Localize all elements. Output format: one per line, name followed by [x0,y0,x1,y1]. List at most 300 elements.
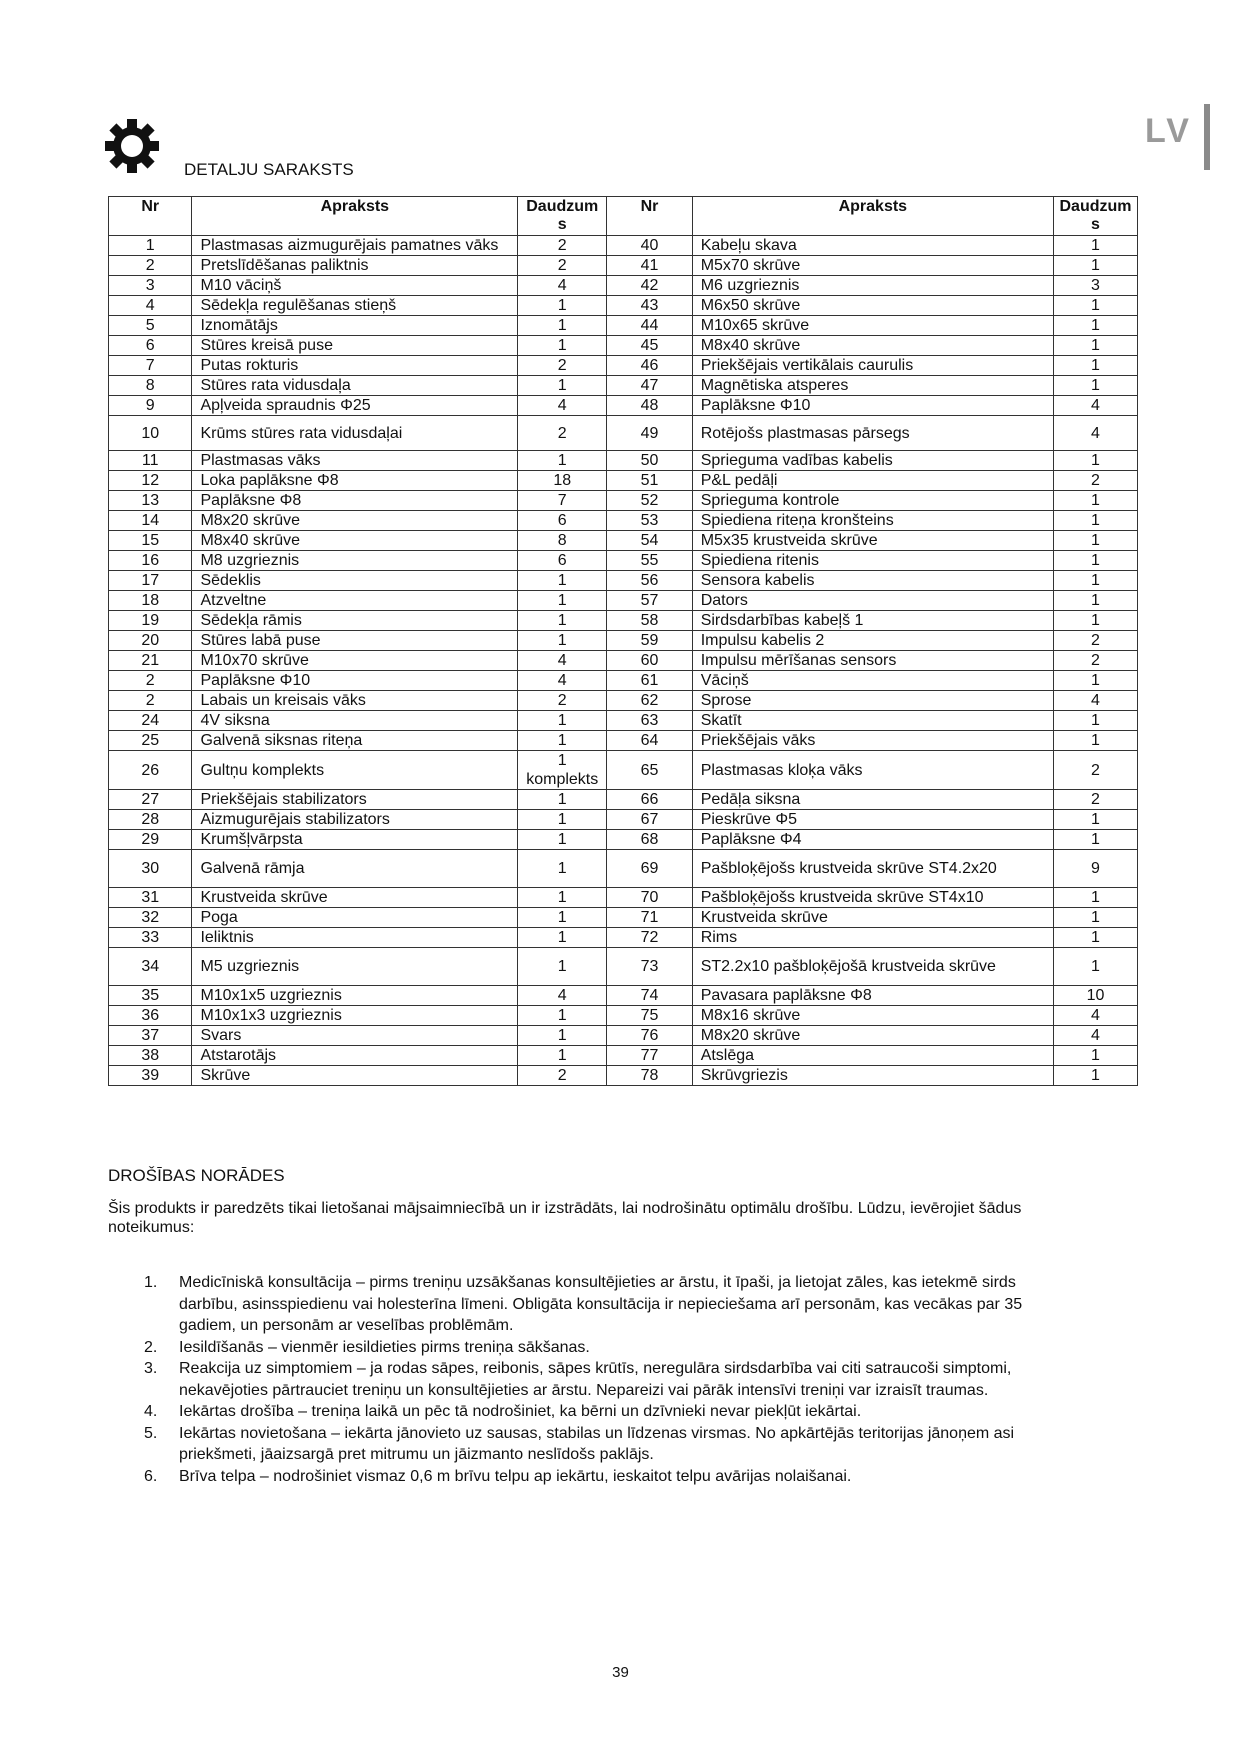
part-quantity-cell: 1 [1053,888,1137,908]
part-description-cell: M8 uzgrieznis [192,551,518,571]
safety-rule-item [108,1401,1058,1423]
part-quantity-cell: 1 [518,888,607,908]
column-header: Apraksts [692,197,1053,236]
part-number-cell: 57 [607,591,692,611]
part-quantity-cell: 2 [1053,471,1137,491]
part-quantity-cell: 2 [518,236,607,256]
part-number-cell: 59 [607,631,692,651]
part-description-cell: Krūms stūres rata vidusdaļai [192,416,518,451]
part-description-cell: Atstarotājs [192,1046,518,1066]
part-number-cell: 62 [607,691,692,711]
parts-table [108,196,1138,1086]
table-row [109,591,1138,611]
part-number-cell: 68 [607,830,692,850]
part-quantity-cell: 1 [1053,671,1137,691]
part-description-cell: Impulsu mērīšanas sensors [692,651,1053,671]
part-number-cell: 67 [607,810,692,830]
part-description-cell: Galvenā siksnas riteņa [192,731,518,751]
part-description-cell: Skrūve [192,1066,518,1086]
part-number-cell: 21 [109,651,192,671]
part-description-cell: P&L pedāļi [692,471,1053,491]
part-number-cell: 32 [109,908,192,928]
part-number-cell: 55 [607,551,692,571]
part-quantity-cell: 2 [518,256,607,276]
part-description-cell: Stūres labā puse [192,631,518,651]
part-number-cell: 33 [109,928,192,948]
part-description-cell: Skrūvgriezis [692,1066,1053,1086]
part-quantity-cell: 1 komplekts [518,751,607,790]
part-description-cell: Magnētiska atsperes [692,376,1053,396]
part-quantity-cell: 1 [1053,491,1137,511]
part-quantity-cell: 1 [1053,948,1137,986]
part-number-cell: 9 [109,396,192,416]
part-quantity-cell: 1 [518,611,607,631]
part-number-cell: 53 [607,511,692,531]
part-quantity-cell: 1 [518,790,607,810]
part-number-cell: 5 [109,316,192,336]
part-description-cell: ST2.2x10 pašbloķējošā krustveida skrūve [692,948,1053,986]
part-description-cell: Sirdsdarbības kabeļš 1 [692,611,1053,631]
part-description-cell: Atzveltne [192,591,518,611]
part-number-cell: 24 [109,711,192,731]
part-description-cell: Stūres kreisā puse [192,336,518,356]
part-number-cell: 78 [607,1066,692,1086]
table-row [109,1066,1138,1086]
part-number-cell: 49 [607,416,692,451]
part-description-cell: Plastmasas kloķa vāks [692,751,1053,790]
part-quantity-cell: 1 [518,591,607,611]
safety-rule-text: Iekārtas novietošana – iekārta jānovieto uz sausas, stabilas un līdzenas virsmas. No apkārtējās teritorijas jānoņem asi priekšmeti, jāaizsargā pret mitrumu un jāizmanto neslīdošs paklājs. [179,1424,1015,1463]
part-description-cell: Paplāksne Φ10 [192,671,518,691]
part-description-cell: Paplāksne Φ4 [692,830,1053,850]
section-title: DETALJU SARAKSTS [184,160,354,179]
table-row [109,396,1138,416]
column-header: Nr [607,197,692,236]
table-row [109,986,1138,1006]
part-description-cell: Putas rokturis [192,356,518,376]
part-description-cell: M8x20 skrūve [692,1026,1053,1046]
part-quantity-cell: 4 [1053,1026,1137,1046]
table-row [109,236,1138,256]
part-quantity-cell: 1 [518,451,607,471]
part-description-cell: Pavasara paplāksne Φ8 [692,986,1053,1006]
column-header: Daudzum s [518,197,607,236]
part-number-cell: 39 [109,1066,192,1086]
table-row [109,651,1138,671]
part-quantity-cell: 2 [1053,651,1137,671]
part-description-cell: Pašbloķējošs krustveida skrūve ST4.2x20 [692,850,1053,888]
table-row [109,316,1138,336]
parts-table-body [109,236,1138,1086]
safety-rule-text: Iekārtas drošība – treniņa laikā un pēc tā nodrošiniet, ka bērni un dzīvnieki nevar piekļūt iekārtai. [179,1403,862,1420]
part-number-cell: 34 [109,948,192,986]
part-description-cell: M10 vāciņš [192,276,518,296]
part-quantity-cell: 1 [1053,611,1137,631]
part-description-cell: Pedāļa siksna [692,790,1053,810]
part-number-cell: 73 [607,948,692,986]
table-row [109,751,1138,790]
part-description-cell: Spiediena ritenis [692,551,1053,571]
table-row [109,908,1138,928]
part-number-cell: 11 [109,451,192,471]
part-description-cell: Priekšējais vertikālais caurulis [692,356,1053,376]
part-number-cell: 2 [109,671,192,691]
language-tag: LV [1145,112,1192,150]
part-number-cell: 26 [109,751,192,790]
part-quantity-cell: 1 [1053,571,1137,591]
part-number-cell: 63 [607,711,692,731]
part-number-cell: 58 [607,611,692,631]
part-quantity-cell: 1 [518,850,607,888]
table-row [109,850,1138,888]
part-quantity-cell: 8 [518,531,607,551]
safety-rule-item [108,1466,1058,1488]
part-number-cell: 46 [607,356,692,376]
part-number-cell: 12 [109,471,192,491]
part-number-cell: 36 [109,1006,192,1026]
part-quantity-cell: 1 [1053,810,1137,830]
part-number-cell: 56 [607,571,692,591]
safety-rule-number: 1. [144,1274,158,1291]
part-quantity-cell: 1 [518,1026,607,1046]
part-number-cell: 15 [109,531,192,551]
part-number-cell: 14 [109,511,192,531]
part-description-cell: Paplāksne Φ10 [692,396,1053,416]
part-description-cell: Sēdeklis [192,571,518,591]
part-description-cell: 4V siksna [192,711,518,731]
part-quantity-cell: 1 [1053,908,1137,928]
safety-rule-number: 5. [144,1424,158,1442]
part-number-cell: 74 [607,986,692,1006]
part-quantity-cell: 10 [1053,986,1137,1006]
part-number-cell: 69 [607,850,692,888]
part-quantity-cell: 7 [518,491,607,511]
part-number-cell: 2 [109,691,192,711]
part-quantity-cell: 1 [518,336,607,356]
part-quantity-cell: 4 [1053,1006,1137,1026]
part-number-cell: 18 [109,591,192,611]
part-quantity-cell: 4 [518,986,607,1006]
part-quantity-cell: 1 [518,928,607,948]
part-description-cell: Apļveida spraudnis Φ25 [192,396,518,416]
part-description-cell: M5x70 skrūve [692,256,1053,276]
part-description-cell: Plastmasas vāks [192,451,518,471]
table-row [109,336,1138,356]
part-number-cell: 54 [607,531,692,551]
part-number-cell: 4 [109,296,192,316]
table-row [109,731,1138,751]
table-row [109,491,1138,511]
part-number-cell: 42 [607,276,692,296]
part-quantity-cell: 1 [1053,591,1137,611]
part-description-cell: M5x35 krustveida skrūve [692,531,1053,551]
table-row [109,551,1138,571]
part-quantity-cell: 1 [518,830,607,850]
table-row [109,276,1138,296]
part-description-cell: Sensora kabelis [692,571,1053,591]
part-description-cell: Sēdekļa rāmis [192,611,518,631]
part-description-cell: Sprose [692,691,1053,711]
part-quantity-cell: 1 [518,1006,607,1026]
part-quantity-cell: 1 [1053,356,1137,376]
part-number-cell: 3 [109,276,192,296]
part-description-cell: Dators [692,591,1053,611]
part-quantity-cell: 1 [518,571,607,591]
part-description-cell: Gultņu komplekts [192,751,518,790]
safety-rule-text: Iesildīšanās – vienmēr iesildieties pirms treniņa sākšanas. [179,1338,590,1356]
part-quantity-cell: 1 [518,1046,607,1066]
part-description-cell: Kabeļu skava [692,236,1053,256]
safety-rule-number: 6. [144,1467,158,1485]
part-quantity-cell: 1 [518,810,607,830]
safety-rule-text: Reakcija uz simptomiem – ja rodas sāpes, reibonis, sāpes krūtīs, neregulāra sirdsdarbība vai citi satraucoši simptomi, nekavējoties pārtrauciet treniņu un konsultējieties ar ārstu. Nepareizi vai pārāk intensīvi treniņi var izraisīt traumas. [179,1360,1012,1399]
part-number-cell: 71 [607,908,692,928]
part-description-cell: Krustveida skrūve [192,888,518,908]
part-quantity-cell: 1 [1053,1066,1137,1086]
part-description-cell: M10x1x5 uzgrieznis [192,986,518,1006]
table-row [109,691,1138,711]
table-row [109,356,1138,376]
part-number-cell: 16 [109,551,192,571]
part-number-cell: 60 [607,651,692,671]
safety-rules-list [108,1272,1058,1487]
part-quantity-cell: 1 [518,948,607,986]
part-description-cell: Iznomātājs [192,316,518,336]
part-description-cell: Pašbloķējošs krustveida skrūve ST4x10 [692,888,1053,908]
column-header: Daudzum s [1053,197,1137,236]
part-quantity-cell: 1 [1053,296,1137,316]
part-quantity-cell: 1 [1053,511,1137,531]
table-row [109,1006,1138,1026]
gear-icon [104,118,160,174]
part-description-cell: Galvenā rāmja [192,850,518,888]
part-quantity-cell: 1 [1053,731,1137,751]
part-description-cell: Skatīt [692,711,1053,731]
part-number-cell: 75 [607,1006,692,1026]
part-description-cell: Sprieguma vadības kabelis [692,451,1053,471]
table-row [109,1026,1138,1046]
table-row [109,790,1138,810]
safety-rule-item [108,1358,1058,1401]
part-quantity-cell: 1 [1053,711,1137,731]
part-quantity-cell: 4 [518,276,607,296]
part-number-cell: 65 [607,751,692,790]
table-header-row [109,197,1138,236]
page-number: 39 [612,1664,629,1681]
part-quantity-cell: 1 [1053,336,1137,356]
part-description-cell: M10x65 skrūve [692,316,1053,336]
part-description-cell: Pieskrūve Φ5 [692,810,1053,830]
table-row [109,671,1138,691]
part-description-cell: M8x20 skrūve [192,511,518,531]
part-quantity-cell: 1 [1053,236,1137,256]
part-description-cell: M8x40 skrūve [692,336,1053,356]
part-description-cell: Pretslīdēšanas paliktnis [192,256,518,276]
part-description-cell: M6 uzgrieznis [692,276,1053,296]
part-quantity-cell: 2 [1053,631,1137,651]
part-number-cell: 8 [109,376,192,396]
part-description-cell: Poga [192,908,518,928]
part-number-cell: 76 [607,1026,692,1046]
table-row [109,888,1138,908]
table-row [109,711,1138,731]
part-description-cell: Aizmugurējais stabilizators [192,810,518,830]
part-number-cell: 51 [607,471,692,491]
part-description-cell: Svars [192,1026,518,1046]
part-quantity-cell: 4 [1053,416,1137,451]
part-quantity-cell: 4 [518,671,607,691]
part-quantity-cell: 1 [1053,531,1137,551]
table-row [109,531,1138,551]
table-row [109,416,1138,451]
part-quantity-cell: 1 [518,731,607,751]
part-description-cell: Rims [692,928,1053,948]
part-description-cell: Vāciņš [692,671,1053,691]
language-tag-bar [1204,104,1210,170]
part-quantity-cell: 4 [1053,396,1137,416]
part-number-cell: 2 [109,256,192,276]
table-row [109,948,1138,986]
column-header: Apraksts [192,197,518,236]
part-description-cell: M6x50 skrūve [692,296,1053,316]
part-number-cell: 13 [109,491,192,511]
part-number-cell: 61 [607,671,692,691]
part-quantity-cell: 4 [518,396,607,416]
part-quantity-cell: 1 [1053,551,1137,571]
part-description-cell: Ieliktnis [192,928,518,948]
part-number-cell: 40 [607,236,692,256]
part-quantity-cell: 1 [1053,830,1137,850]
part-description-cell: Impulsu kabelis 2 [692,631,1053,651]
part-number-cell: 43 [607,296,692,316]
part-number-cell: 31 [109,888,192,908]
part-description-cell: M10x1x3 uzgrieznis [192,1006,518,1026]
part-number-cell: 50 [607,451,692,471]
table-row [109,631,1138,651]
part-quantity-cell: 2 [518,691,607,711]
part-description-cell: Krustveida skrūve [692,908,1053,928]
part-number-cell: 52 [607,491,692,511]
part-description-cell: M10x70 skrūve [192,651,518,671]
part-description-cell: M5 uzgrieznis [192,948,518,986]
part-number-cell: 19 [109,611,192,631]
part-number-cell: 29 [109,830,192,850]
safety-rule-number: 4. [144,1403,158,1420]
safety-intro: Šis produkts ir paredzēts tikai lietošanai mājsaimniecībā un ir izstrādāts, lai nodrošinātu optimālu drošību. Lūdzu, ievērojiet šādus noteikumus: [108,1200,1022,1236]
table-row [109,471,1138,491]
safety-rule-number: 3. [144,1360,158,1377]
part-quantity-cell: 1 [518,908,607,928]
table-row [109,611,1138,631]
part-number-cell: 1 [109,236,192,256]
part-number-cell: 25 [109,731,192,751]
part-quantity-cell: 6 [518,511,607,531]
table-row [109,376,1138,396]
table-row [109,256,1138,276]
part-description-cell: Paplāksne Φ8 [192,491,518,511]
part-description-cell: Stūres rata vidusdaļa [192,376,518,396]
part-description-cell: Priekšējais stabilizators [192,790,518,810]
part-quantity-cell: 1 [1053,376,1137,396]
part-number-cell: 10 [109,416,192,451]
part-number-cell: 70 [607,888,692,908]
part-quantity-cell: 6 [518,551,607,571]
safety-rule-item [108,1337,1058,1359]
part-number-cell: 17 [109,571,192,591]
table-row [109,296,1138,316]
safety-title: DROŠĪBAS NORĀDES [108,1166,285,1185]
part-quantity-cell: 2 [518,1066,607,1086]
part-number-cell: 28 [109,810,192,830]
part-description-cell: Atslēga [692,1046,1053,1066]
part-number-cell: 30 [109,850,192,888]
part-description-cell: M8x16 skrūve [692,1006,1053,1026]
part-description-cell: Rotējošs plastmasas pārsegs [692,416,1053,451]
part-description-cell: Sprieguma kontrole [692,491,1053,511]
part-number-cell: 45 [607,336,692,356]
part-description-cell: Loka paplāksne Φ8 [192,471,518,491]
part-number-cell: 7 [109,356,192,376]
part-number-cell: 47 [607,376,692,396]
part-description-cell: Spiediena riteņa kronšteins [692,511,1053,531]
safety-rule-number: 2. [144,1338,158,1356]
part-number-cell: 64 [607,731,692,751]
part-description-cell: Sēdekļa regulēšanas stieņš [192,296,518,316]
part-quantity-cell: 1 [518,711,607,731]
table-row [109,571,1138,591]
part-description-cell: Krumšļvārpsta [192,830,518,850]
part-number-cell: 72 [607,928,692,948]
part-number-cell: 41 [607,256,692,276]
part-quantity-cell: 9 [1053,850,1137,888]
safety-rule-text: Brīva telpa – nodrošiniet vismaz 0,6 m brīvu telpu ap iekārtu, ieskaitot telpu avārijas nolaišanai. [179,1467,852,1485]
safety-rule-text: Medicīniskā konsultācija – pirms treniņu uzsākšanas konsultējieties ar ārstu, it īpaši, ja lietojat zāles, kas ietekmē sirds darbību, asinsspiedienu vai holesterīna līmeni. Obligāta konsultācija ir nepieciešama arī personām, kas vecākas par 35 gadiem, un personām ar veselības problēmām. [179,1274,1023,1334]
part-description-cell: Plastmasas aizmugurējais pamatnes vāks [192,236,518,256]
safety-rule-item [108,1272,1058,1337]
part-quantity-cell: 1 [518,376,607,396]
part-quantity-cell: 2 [1053,790,1137,810]
part-description-cell: Priekšējais vāks [692,731,1053,751]
part-number-cell: 77 [607,1046,692,1066]
part-quantity-cell: 1 [1053,928,1137,948]
part-number-cell: 48 [607,396,692,416]
part-quantity-cell: 3 [1053,276,1137,296]
part-number-cell: 6 [109,336,192,356]
part-quantity-cell: 4 [518,651,607,671]
part-description-cell: Labais un kreisais vāks [192,691,518,711]
part-quantity-cell: 2 [518,416,607,451]
part-quantity-cell: 1 [1053,256,1137,276]
part-quantity-cell: 4 [1053,691,1137,711]
table-row [109,810,1138,830]
part-quantity-cell: 1 [518,296,607,316]
part-quantity-cell: 1 [1053,451,1137,471]
part-quantity-cell: 2 [518,356,607,376]
part-number-cell: 66 [607,790,692,810]
part-quantity-cell: 1 [1053,316,1137,336]
part-number-cell: 44 [607,316,692,336]
part-number-cell: 27 [109,790,192,810]
part-quantity-cell: 2 [1053,751,1137,790]
table-row [109,928,1138,948]
table-row [109,830,1138,850]
part-number-cell: 20 [109,631,192,651]
safety-rule-item [108,1423,1058,1466]
part-number-cell: 35 [109,986,192,1006]
column-header: Nr [109,197,192,236]
part-quantity-cell: 1 [1053,1046,1137,1066]
part-description-cell: M8x40 skrūve [192,531,518,551]
